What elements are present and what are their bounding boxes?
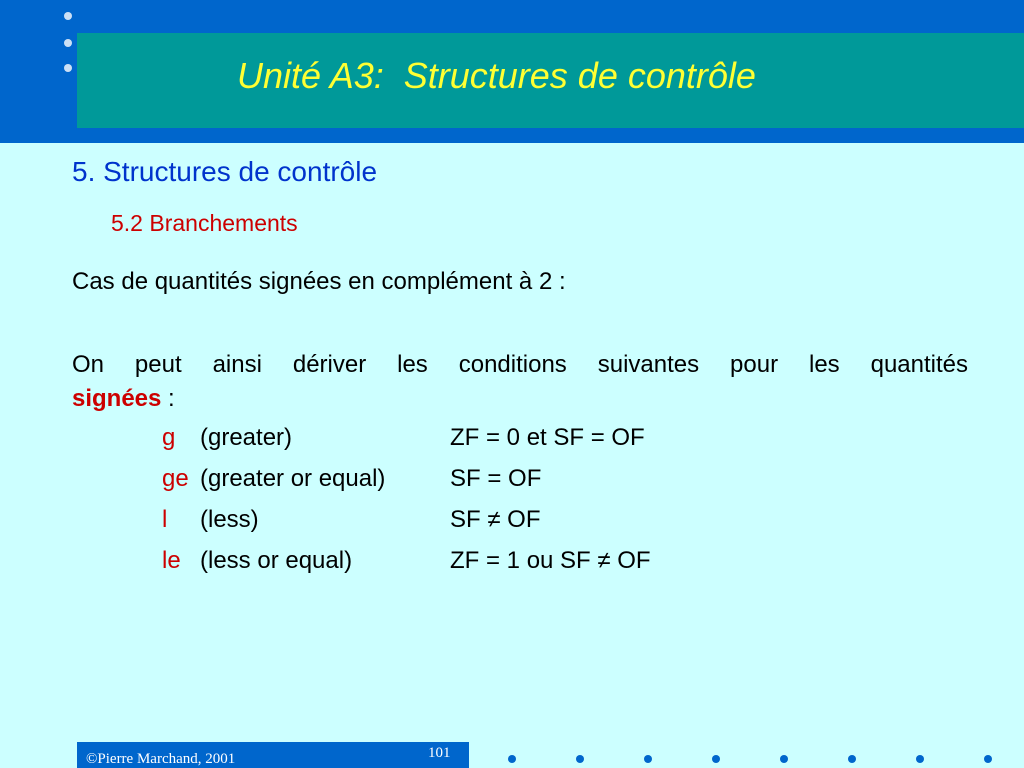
decor-dot-3 <box>64 64 72 72</box>
condition-code: ge <box>162 465 189 492</box>
para-tail: : <box>161 385 175 412</box>
footer-dot <box>712 755 720 763</box>
decor-dot-2 <box>64 39 72 47</box>
decor-dot-1 <box>64 12 72 20</box>
condition-row <box>0 506 1024 540</box>
para-second-line <box>72 382 968 416</box>
footer-dot <box>508 755 516 763</box>
condition-code: le <box>162 547 181 574</box>
section-heading: 5. Structures de contrôle <box>72 156 378 187</box>
intro-paragraph: Cas de quantités signées en complément à 2 : <box>72 268 566 295</box>
condition-formula: ZF = 1 ou SF ≠ OF <box>450 547 651 574</box>
page-number: 101 <box>428 745 451 761</box>
footer-dot <box>780 755 788 763</box>
para-emphasis: signées <box>72 385 162 412</box>
condition-description: (greater or equal) <box>200 465 386 492</box>
condition-formula: SF ≠ OF <box>450 506 541 533</box>
title-box <box>77 33 1024 128</box>
condition-code: l <box>162 506 168 533</box>
condition-row <box>0 465 1024 499</box>
condition-row <box>0 424 1024 458</box>
footer-dot <box>848 755 856 763</box>
condition-description: (less) <box>200 506 259 533</box>
condition-formula: SF = OF <box>450 465 542 492</box>
footer-dot <box>984 755 992 763</box>
condition-formula: ZF = 0 et SF = OF <box>450 424 645 451</box>
footer-copyright: ©Pierre Marchand, 2001 <box>86 751 236 767</box>
slide-title: Unité A3: Structures de contrôle <box>237 55 756 96</box>
footer-dot <box>576 755 584 763</box>
subsection-heading: 5.2 Branchements <box>111 210 298 236</box>
footer-dot <box>644 755 652 763</box>
conditions-paragraph <box>72 348 968 416</box>
para-main-text: On peut ainsi dériver les conditions suivantes pour les quantités <box>72 351 968 378</box>
condition-description: (less or equal) <box>200 547 353 574</box>
condition-code: g <box>162 424 176 451</box>
footer-dot <box>916 755 924 763</box>
condition-description: (greater) <box>200 424 293 451</box>
condition-row <box>0 547 1024 581</box>
